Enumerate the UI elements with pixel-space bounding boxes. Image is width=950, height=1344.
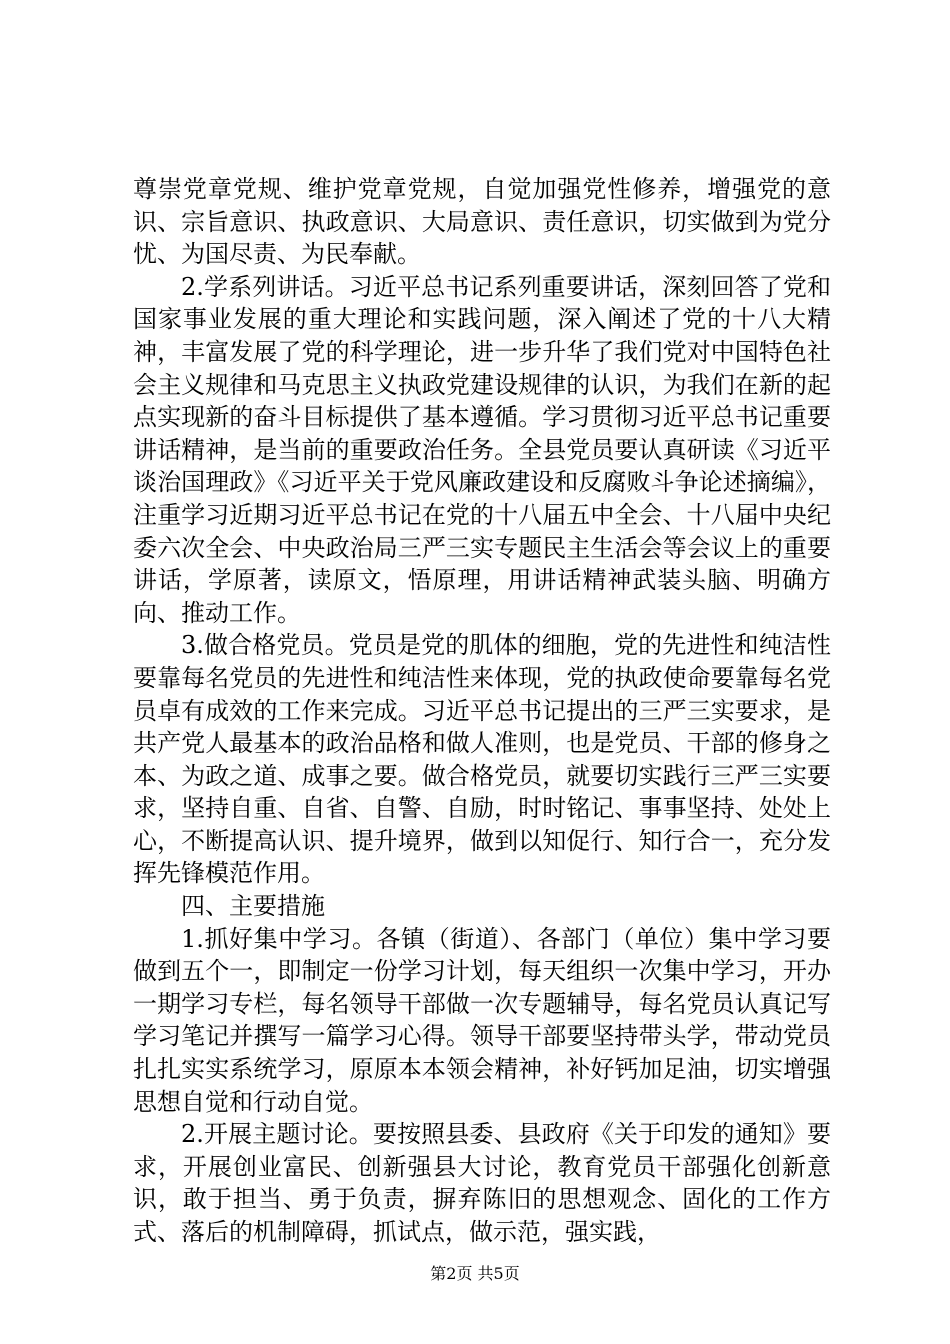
document-body (133, 173, 831, 1249)
page-number-footer: 第2页 共5页 (430, 1264, 520, 1283)
paragraph-continuation: 尊崇党章党规、维护党章党规，自觉加强党性修养，增强党的意识、宗旨意识、执政意识、大局意识、责任意识，切实做到为党分忧、为国尽责、为民奉献。 (133, 175, 831, 269)
paragraph-theme-discussion: 2.开展主题讨论。要按照县委、县政府《关于印发的通知》要求，开展创业富民、创新强县大讨论，教育党员干部强化创新意识，敢于担当、勇于负责，摒弃陈旧的思想观念、固化的工作方式、落后的机制障碍，抓试点，做示范，强实践， (133, 1120, 831, 1246)
section-heading-main-measures: 四、主要措施 (181, 892, 325, 921)
paragraph-centralized-study: 1.抓好集中学习。各镇（街道）、各部门（单位）集中学习要做到五个一，即制定一份学习计划，每天组织一次集中学习，开办一期学习专栏，每名领导干部做一次专题辅导，每名党员认真记写学习笔记并撰写一篇学习心得。领导干部要坚持带头学，带动党员扎扎实实系统学习，原原本本领会精神，补好钙加足油，切实增强思想自觉和行动自觉。 (133, 924, 831, 1116)
paragraph-qualified-member: 3.做合格党员。党员是党的肌体的细胞，党的先进性和纯洁性要靠每名党员的先进性和纯洁性来体现，党的执政使命要靠每名党员卓有成效的工作来完成。习近平总书记提出的三严三实要求，是共产党人最基本的政治品格和做人准则，也是党员、干部的修身之本、为政之道、成事之要。做合格党员，就要切实践行三严三实要求，坚持自重、自省、自警、自励，时时铭记、事事坚持、处处上心，不断提高认识、提升境界，做到以知促行、知行合一，充分发挥先锋模范作用。 (133, 631, 831, 888)
paragraph-study-speeches: 2.学系列讲话。习近平总书记系列重要讲话，深刻回答了党和国家事业发展的重大理论和实践问题，深入阐述了党的十八大精神，丰富发展了党的科学理论，进一步升华了我们党对中国特色社会主义规律和马克思主义执政党建设规律的认识，为我们在新的起点实现新的奋斗目标提供了基本遵循。学习贯彻习近平总书记重要讲话精神，是当前的重要政治任务。全县党员要认真研读《习近平谈治国理政》《习近平关于党风廉政建设和反腐败斗争论述摘编》，注重学习近期习近平总书记在党的十八届五中全会、十八届中央纪委六次全会、中央政治局三严三实专题民主生活会等会议上的重要讲话，学原著，读原文，悟原理，用讲话精神武装头脑、明确方向、推动工作。 (133, 272, 831, 627)
